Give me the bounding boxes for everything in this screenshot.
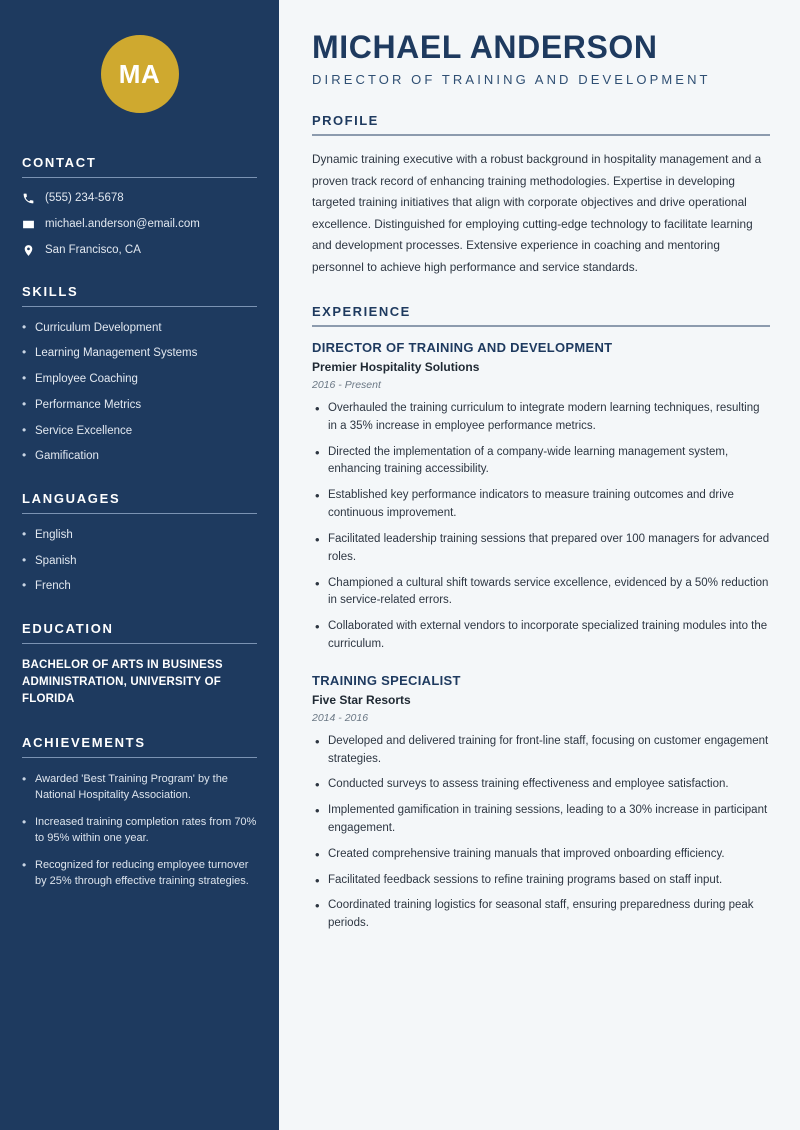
avatar-initials: MA xyxy=(118,58,161,89)
list-item: • Coordinated training logistics for seasonal staff, ensuring preparedness during peak periods. xyxy=(312,897,770,933)
divider xyxy=(22,513,257,514)
profile-text: Dynamic training executive with a robust background in hospitality management and a proven track record of enhancing training methodologies. Expertise in developing targeted training initiatives that align with corporate objectives and drive operational excellence. Distinguished for employing cutting-edge technology to facilitate learning and development processes. Extensive experience in coaching and mentoring personnel to achieve high performance and service standards. xyxy=(312,152,762,274)
contact-value-phone: (555) 234-5678 xyxy=(45,192,124,204)
section-profile xyxy=(312,113,770,278)
list-item: • English xyxy=(22,527,257,544)
list-item: • Collaborated with external vendors to incorporate specialized training modules into the curriculum. xyxy=(312,618,770,654)
contact-item-phone[interactable] xyxy=(22,191,257,206)
list-item: • Implemented gamification in training sessions, leading to a 30% increase in participant engagement. xyxy=(312,802,770,838)
phone-icon xyxy=(22,192,35,205)
sidebar-heading-skills: SKILLS xyxy=(22,283,79,299)
sidebar-section-contact xyxy=(22,155,257,258)
contact-value-email: michael.anderson@email.com xyxy=(45,217,200,230)
experience-entry xyxy=(312,340,770,654)
skills-list xyxy=(22,320,257,465)
experience-dates: 2016 - Present xyxy=(312,379,381,391)
divider xyxy=(22,177,257,178)
sidebar-heading-languages: LANGUAGES xyxy=(22,490,121,506)
list-item: • Championed a cultural shift towards service excellence, evidenced by a 50% reduction in service-related errors. xyxy=(312,575,770,611)
contact-item-location[interactable] xyxy=(22,243,257,258)
envelope-icon xyxy=(22,218,35,231)
divider xyxy=(312,134,770,136)
contact-item-email[interactable] xyxy=(22,217,257,232)
main-content xyxy=(279,0,800,1130)
section-experience xyxy=(312,304,770,933)
heading-profile: PROFILE xyxy=(312,113,379,129)
sidebar-section-education xyxy=(22,621,257,709)
experience-title: DIRECTOR OF TRAINING AND DEVELOPMENT xyxy=(312,340,613,355)
sidebar-heading-education: EDUCATION xyxy=(22,620,114,636)
sidebar-section-skills xyxy=(22,284,257,465)
languages-list xyxy=(22,527,257,595)
list-item: • Directed the implementation of a company-wide learning management system, enhancing training accessibility. xyxy=(312,444,770,480)
list-item: • Created comprehensive training manuals that improved onboarding efficiency. xyxy=(312,846,770,864)
list-item: • Conducted surveys to assess training effectiveness and employee satisfaction. xyxy=(312,776,770,794)
sidebar-heading-contact: CONTACT xyxy=(22,155,97,170)
sidebar-section-languages xyxy=(22,491,257,595)
list-item: • Overhauled the training curriculum to integrate modern learning techniques, resulting in a 35% increase in employee performance metrics. xyxy=(312,400,770,436)
divider xyxy=(22,757,257,758)
sidebar-heading-achievements: ACHIEVEMENTS xyxy=(22,734,146,750)
experience-entry xyxy=(312,673,770,933)
location-pin-icon xyxy=(22,244,35,257)
list-item: • Employee Coaching xyxy=(22,371,257,388)
achievements-list xyxy=(22,771,257,890)
experience-bullets xyxy=(312,400,770,654)
sidebar-section-achievements xyxy=(22,735,257,890)
list-item: • Learning Management Systems xyxy=(22,345,257,362)
experience-dates: 2014 - 2016 xyxy=(312,711,369,724)
list-item: • French xyxy=(22,578,257,595)
list-item: • Facilitated feedback sessions to refine training programs based on staff input. xyxy=(312,872,770,890)
experience-company: Five Star Resorts xyxy=(312,692,411,707)
list-item: • Established key performance indicators to measure training outcomes and drive continuous improvement. xyxy=(312,487,770,523)
list-item: • Service Excellence xyxy=(22,423,257,440)
education-entry: BACHELOR OF ARTS IN BUSINESS ADMINISTRATION, UNIVERSITY OF FLORIDA xyxy=(22,658,223,706)
sidebar xyxy=(0,0,279,1130)
experience-bullets xyxy=(312,733,770,933)
heading-experience: EXPERIENCE xyxy=(312,304,411,319)
job-role-subtitle: DIRECTOR OF TRAINING AND DEVELOPMENT xyxy=(312,72,711,88)
list-item: • Awarded 'Best Training Program' by the National Hospitality Association. xyxy=(22,771,257,804)
list-item: • Curriculum Development xyxy=(22,320,257,337)
experience-company: Premier Hospitality Solutions xyxy=(312,360,480,374)
divider xyxy=(22,643,257,644)
list-item: • Developed and delivered training for front-line staff, focusing on customer engagement strategies. xyxy=(312,733,770,769)
page-title: MICHAEL ANDERSON xyxy=(312,29,658,65)
list-item: • Gamification xyxy=(22,448,257,465)
list-item: • Facilitated leadership training sessions that prepared over 100 managers for advanced roles. xyxy=(312,531,770,567)
experience-title: TRAINING SPECIALIST xyxy=(312,672,461,688)
list-item: • Performance Metrics xyxy=(22,397,257,414)
list-item: • Increased training completion rates from 70% to 95% within one year. xyxy=(22,814,257,847)
list-item: • Spanish xyxy=(22,553,257,570)
list-item: • Recognized for reducing employee turnover by 25% through effective training strategies. xyxy=(22,857,257,890)
avatar-wrapper xyxy=(22,0,257,113)
divider xyxy=(22,306,257,307)
avatar xyxy=(101,35,179,113)
divider xyxy=(312,325,770,327)
contact-value-location: San Francisco, CA xyxy=(45,243,141,256)
